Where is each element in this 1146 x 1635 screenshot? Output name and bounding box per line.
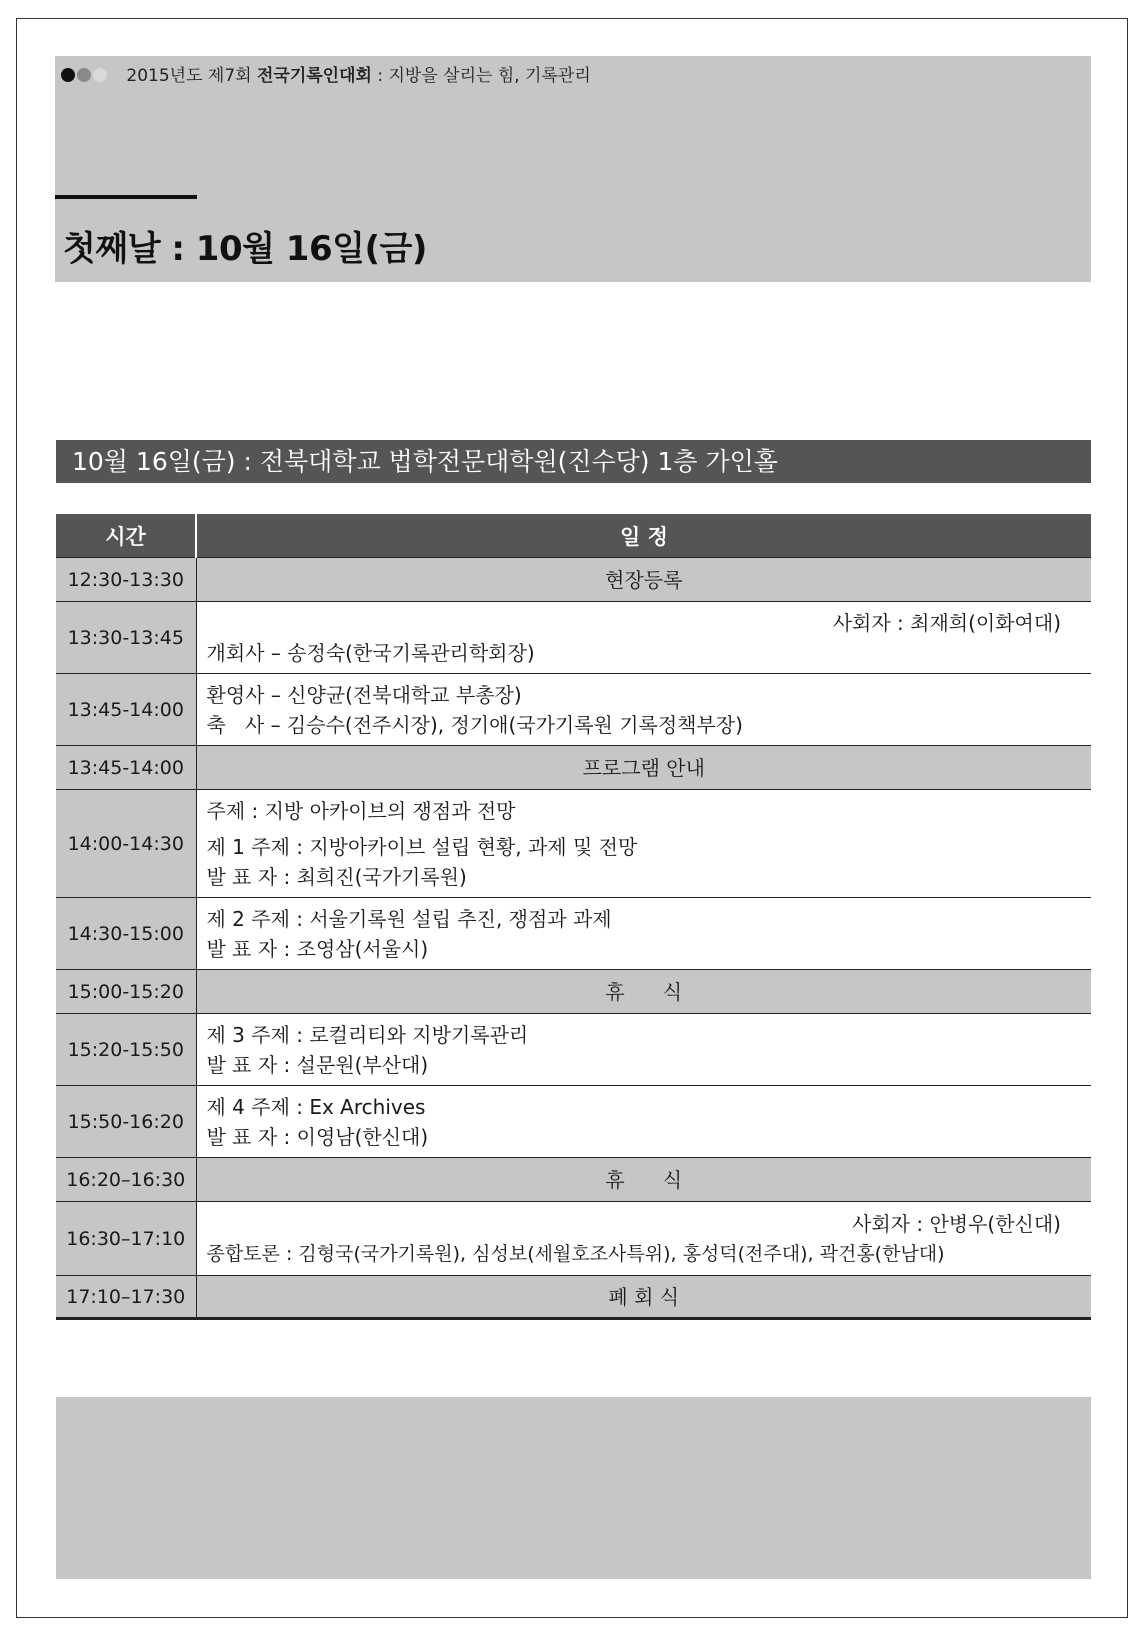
running-head	[61, 61, 591, 86]
venue-bar: 10월 16일(금) : 전북대학교 법학전문대학원(진수당) 1층 가인홀	[56, 440, 1091, 483]
bullet-dot-dark-icon	[61, 68, 75, 82]
conference-name: 전국기록인대회	[256, 66, 372, 86]
table-row	[56, 1086, 1091, 1158]
header-schedule: 일 정	[196, 514, 1091, 558]
bullet-dot-mid-icon	[77, 68, 91, 82]
table-row	[56, 674, 1091, 746]
time-cell: 16:20–16:30	[56, 1158, 196, 1202]
event-line: 축 사 – 김승수(전주시장), 정기애(국가기록원 기록정책부장)	[206, 712, 743, 737]
event-cell	[196, 674, 1091, 746]
event-line: 발 표 자 : 조영삼(서울시)	[206, 936, 429, 961]
header-time: 시간	[56, 514, 196, 558]
event-cell	[196, 1014, 1091, 1086]
time-cell: 17:10–17:30	[56, 1276, 196, 1319]
day-title: 첫째날 : 10월 16일(금)	[63, 229, 427, 269]
time-cell: 15:50-16:20	[56, 1086, 196, 1158]
event-line: 발 표 자 : 설문원(부산대)	[206, 1052, 429, 1077]
time-cell: 15:20-15:50	[56, 1014, 196, 1086]
schedule-table	[56, 514, 1091, 1320]
event-cell	[196, 602, 1091, 674]
event-line: 종합토론 : 김형국(국가기록원), 심성보(세월호조사특위), 홍성덕(전주대), 곽건홍(한남대)	[206, 1242, 945, 1265]
time-cell: 16:30–17:10	[56, 1202, 196, 1276]
event-line: 제 3 주제 : 로컬리티와 지방기록관리	[206, 1022, 529, 1047]
event-cell: 휴 식	[196, 970, 1091, 1014]
title-rule	[55, 195, 197, 199]
table-row	[56, 746, 1091, 790]
table-row	[56, 558, 1091, 602]
event-line: 제 1 주제 : 지방아카이브 설립 현황, 과제 및 전망	[206, 834, 638, 859]
table-row	[56, 1202, 1091, 1276]
event-line: 발 표 자 : 이영남(한신대)	[206, 1124, 429, 1149]
table-header-row	[56, 514, 1091, 558]
event-cell	[196, 898, 1091, 970]
time-cell: 13:45-14:00	[56, 746, 196, 790]
table-row	[56, 602, 1091, 674]
time-cell: 14:30-15:00	[56, 898, 196, 970]
bottom-gray-box	[56, 1397, 1091, 1579]
event-cell: 폐 회 식	[196, 1276, 1091, 1319]
event-line: 제 4 주제 : Ex Archives	[206, 1094, 426, 1119]
event-line: 주제 : 지방 아카이브의 쟁점과 전망	[206, 798, 516, 823]
time-cell: 12:30-13:30	[56, 558, 196, 602]
conference-year: 2015년도 제7회	[126, 66, 252, 86]
event-cell: 휴 식	[196, 1158, 1091, 1202]
event-cell	[196, 1086, 1091, 1158]
event-line: 제 2 주제 : 서울기록원 설립 추진, 쟁점과 과제	[206, 906, 612, 931]
time-cell: 13:30-13:45	[56, 602, 196, 674]
conference-theme: : 지방을 살리는 힘, 기록관리	[377, 66, 591, 86]
table-row	[56, 1276, 1091, 1319]
event-cell	[196, 790, 1091, 898]
table-row	[56, 970, 1091, 1014]
table-row	[56, 790, 1091, 898]
moderator-line: 사회자 : 안병우(한신대)	[852, 1211, 1061, 1236]
event-line: 발 표 자 : 최희진(국가기록원)	[206, 864, 467, 889]
table-row	[56, 898, 1091, 970]
event-cell	[196, 1202, 1091, 1276]
table-row	[56, 1014, 1091, 1086]
table-row	[56, 1158, 1091, 1202]
event-line: 개회사 – 송정숙(한국기록관리학회장)	[206, 640, 535, 665]
event-cell: 프로그램 안내	[196, 746, 1091, 790]
time-cell: 14:00-14:30	[56, 790, 196, 898]
bullet-dot-light-icon	[93, 68, 107, 82]
time-cell: 13:45-14:00	[56, 674, 196, 746]
header-box	[55, 56, 1091, 282]
event-line: 환영사 – 신양균(전북대학교 부총장)	[206, 682, 522, 707]
time-cell: 15:00-15:20	[56, 970, 196, 1014]
moderator-line: 사회자 : 최재희(이화여대)	[832, 610, 1061, 635]
event-cell: 현장등록	[196, 558, 1091, 602]
